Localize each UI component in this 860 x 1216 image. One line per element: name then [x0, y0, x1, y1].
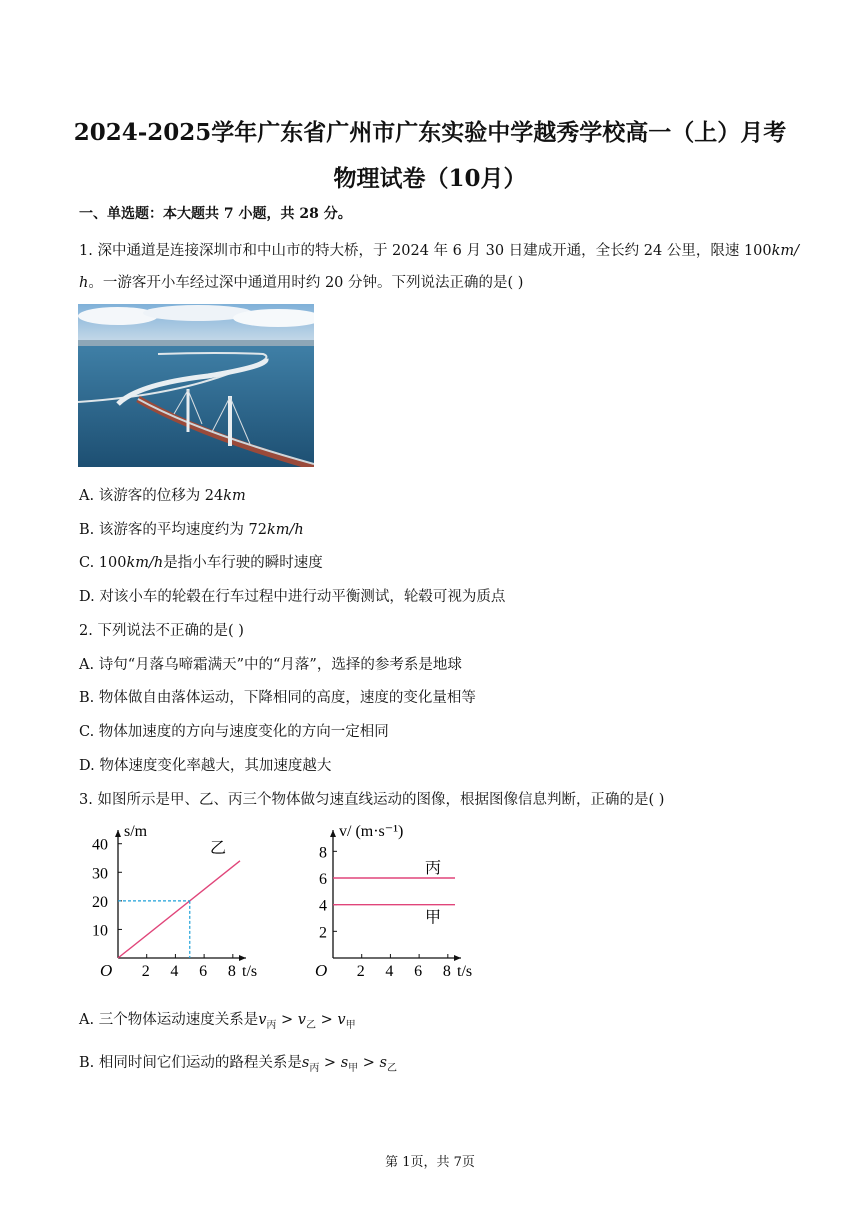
q1-stem-text2: 。一游客开小车经过深中通道用时约 20 分钟。下列说法正确的是( ) [88, 275, 524, 291]
q3-option-a: A. 三个物体运动速度关系是$v_丙 > v_乙 > v_甲$ [79, 1012, 356, 1031]
x-tick-label: 6 [414, 963, 423, 980]
q1-option-a-text: A. 该游客的位移为 24 [79, 488, 224, 504]
x-axis-arrow [454, 955, 461, 961]
bridge-photo [78, 304, 314, 467]
x-axis-arrow [239, 955, 246, 961]
v-t-chart [295, 822, 475, 982]
q1-stem-text: 1. 深中通道是连接深圳市和中山市的特大桥，于 2024 年 6 月 30 日建成开通，全长约 24 公里，限速 100 [79, 243, 772, 259]
y-axis-arrow [115, 830, 121, 837]
q1-option-d: D. 对该小车的轮毂在行车过程中进行动平衡测试，轮毂可视为质点 [79, 589, 506, 605]
origin-label: O [315, 961, 328, 980]
series-label: 乙 [210, 839, 227, 857]
q1-option-c-prefix: C. 100 [79, 555, 127, 571]
x-axis-label: t/s [242, 963, 258, 980]
x-tick-label: 8 [227, 963, 236, 980]
page-title-line1: 2024-2025学年广东省广州市广东实验中学越秀学校高一（上）月考 [73, 119, 787, 146]
x-tick-label: 2 [356, 963, 365, 980]
origin-label: O [100, 961, 113, 980]
q1-stem-unit: km/ [771, 243, 800, 259]
y-tick-label: 10 [92, 922, 108, 940]
series-line [118, 861, 240, 958]
q3-option-a-text: A. 三个物体运动速度关系是 [79, 1012, 259, 1028]
page-title-line2: 物理试卷（10月） [333, 165, 527, 192]
y-axis-label: v/ (m·s⁻¹) [339, 823, 404, 840]
y-tick-label: 8 [319, 844, 327, 862]
section-heading: 一、单选题：本大题共 7 小题，共 28 分。 [79, 206, 352, 222]
y-axis-label: s/m [124, 823, 148, 840]
q1-option-b [79, 518, 304, 539]
y-tick-label: 4 [319, 897, 327, 915]
q1-stem-line2 [79, 271, 523, 292]
x-tick-label: 4 [170, 963, 179, 980]
q3-stem: 3. 如图所示是甲、乙、丙三个物体做匀速直线运动的图像，根据图像信息判断，正确的是( ) [79, 792, 665, 808]
q2-option-d: D. 物体速度变化率越大，其加速度越大 [79, 758, 332, 774]
q2-option-b: B. 物体做自由落体运动，下降相同的高度，速度的变化量相等 [79, 690, 476, 706]
q2-option-c: C. 物体加速度的方向与速度变化的方向一定相同 [79, 724, 389, 740]
y-tick-label: 40 [92, 836, 108, 854]
series-label: 丙 [425, 860, 442, 877]
q1-option-b-text: B. 该游客的平均速度约为 72 [79, 522, 267, 538]
y-tick-label: 2 [319, 924, 327, 942]
x-tick-label: 8 [442, 963, 451, 980]
s-t-chart [80, 822, 260, 982]
y-tick-label: 6 [319, 871, 327, 888]
q2-stem: 2. 下列说法不正确的是( ) [79, 623, 244, 639]
q3-option-b: B. 相同时间它们运动的路程关系是$s_丙 > s_甲 > s_乙$ [79, 1055, 397, 1074]
q1-option-a [79, 484, 246, 505]
q1-stem-line1 [79, 239, 799, 260]
q1-option-c-text: 是指小车行驶的瞬时速度 [163, 555, 323, 571]
q3-option-b-text: B. 相同时间它们运动的路程关系是 [79, 1055, 302, 1071]
q1-stem-unit-h: h [79, 275, 89, 291]
x-tick-label: 2 [141, 963, 150, 980]
series-label: 甲 [425, 909, 442, 927]
x-axis-label: t/s [457, 963, 473, 980]
q1-option-c [79, 551, 323, 572]
y-axis-arrow [330, 830, 336, 837]
q2-option-a: A. 诗句“月落乌啼霜满天”中的“月落”，选择的参考系是地球 [79, 657, 462, 673]
x-tick-label: 6 [199, 963, 208, 980]
x-tick-label: 4 [385, 963, 394, 980]
y-tick-label: 30 [92, 865, 108, 883]
y-tick-label: 20 [92, 893, 108, 911]
page-footer: 第 1页，共 7页 [385, 1155, 475, 1170]
q1-option-a-unit: km [223, 488, 246, 504]
q1-option-b-unit: km/h [266, 522, 304, 538]
q1-option-c-unit: km/h [126, 555, 164, 571]
